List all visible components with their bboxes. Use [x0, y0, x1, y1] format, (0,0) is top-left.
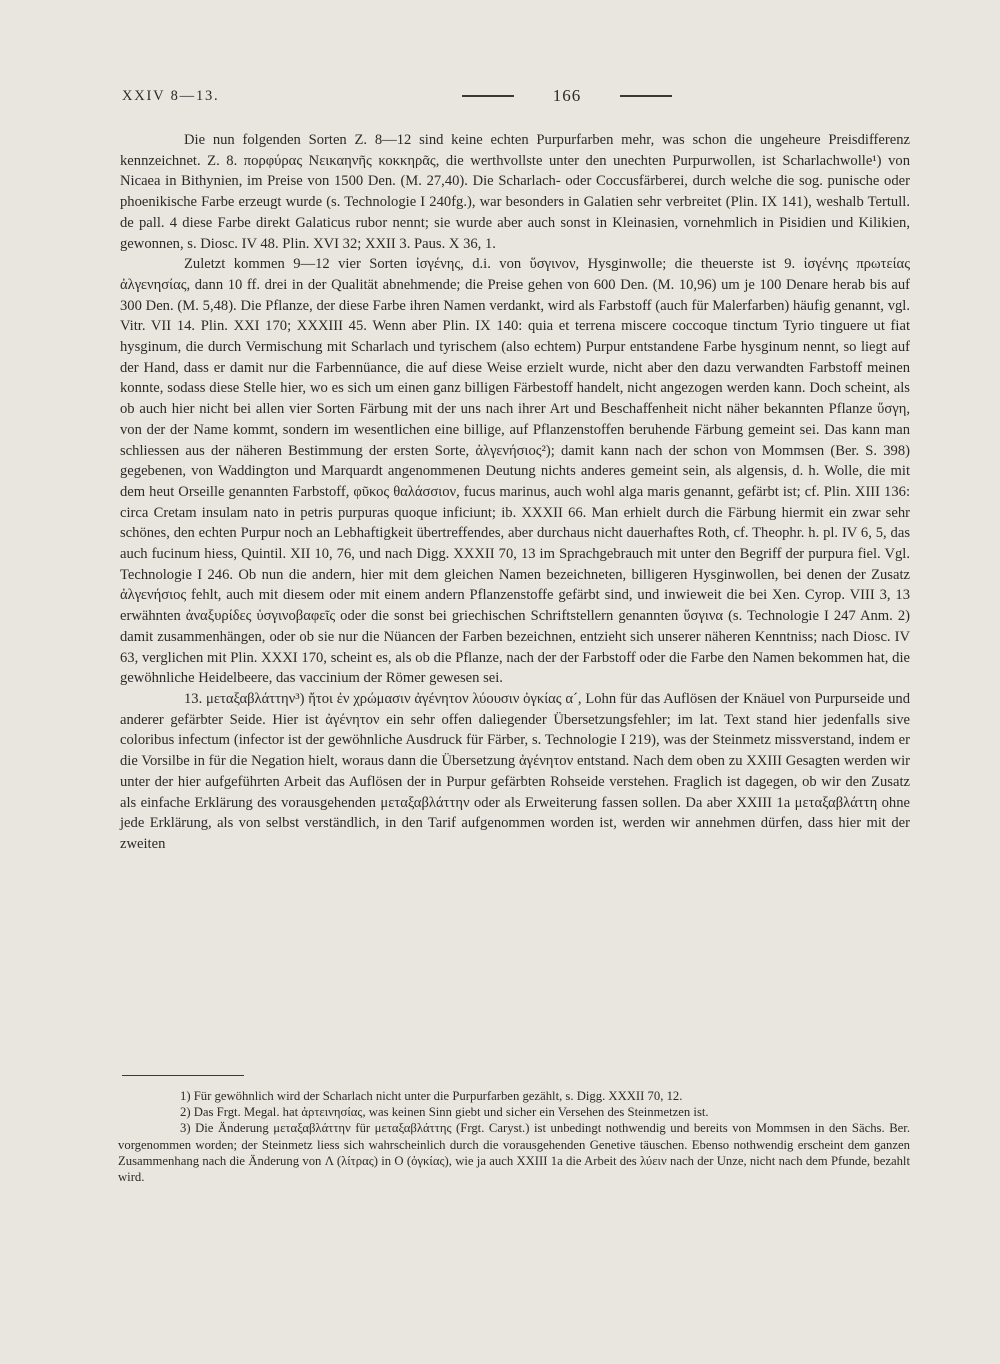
page-header	[122, 88, 914, 112]
paragraph-scharlach: Die nun folgenden Sorten Z. 8—12 sind keine echten Purpurfarben mehr, was schon die ungeheure Preisdifferenz kennzeichnet. Z. 8. πορφύρας Νεικαηνῆς κοκκηρᾶς, die werthvollste unter den unechten Purpurwollen, ist Scharlachwolle¹) von Nicaea in Bithynien, im Preise von 1500 Den. (M. 27,40). Die Scharlach- oder Coccusfärberei, durch welche die sog. punische oder phoenikische Farbe erzeugt wurde (s. Technologie I 240fg.), war besonders in Galatien sehr verbreitet (Plin. IX 141), weshalb Tertull. de pall. 4 diese Farbe direkt Galaticus rubor nennt; sie wurde aber auch sonst in Kleinasien, vornehmlich in Pisidien und Kilikien, gewonnen, s. Diosc. IV 48. Plin. XVI 32; XXII 3. Paus. X 36, 1.	[120, 132, 910, 252]
paragraph-metaxablatten: 13. μεταξαβλάττην³) ἤτοι ἐν χρώμασιν ἀγένητον λύουσιν ὀγκίας α´, Lohn für das Auflösen der Knäuel von Purpurseide und anderer gefärbter Seide. Hier ist ἀγένητον ein sehr offen daliegender Übersetzungsfehler; im lat. Text stand hier jedenfalls sive coloribus infectum (infector ist der gewöhnliche Ausdruck für Färber, s. Technologie I 219), was der Steinmetz missverstand, indem er die Vorsilbe in für die Negation hielt, woraus dann die Übersetzung ἀγένητον entstand. Nach dem oben zu XXIII Gesagten werden wir unter der hier aufgeführten Arbeit das Auflösen der in Purpur gefärbten Rohseide verstehen. Fraglich ist dagegen, ob wir den Zusatz als einfache Erklärung des vorausgehenden μεταξαβλάττην oder als Erweiterung fassen sollen. Da aber XXIII 1a μεταξαβλάττη ohne jede Erklärung, als von selbst verständlich, in den Tarif aufgenommen worden ist, werden wir annehmen dürfen, dass hier mit der zweiten	[120, 690, 910, 852]
footnote-3: 3) Die Änderung μεταξαβλάττην für μεταξαβλάττης (Frgt. Caryst.) ist unbedingt nothwendig und bereits von Mommsen in den Sächs. Ber. vorgenommen worden; der Steinmetz liess sich wahrscheinlich durch die vorausgehenden Genetive täuschen. Ebenso nothwendig erscheint dem ganzen Zusammenhang nach die Änderung von Λ (λίτρας) in O (ὀγκίας), wie ja auch XXIII 1a die Arbeit des λύειν nach der Unze, nicht nach dem Pfunde, bezahlt wird.	[118, 1121, 910, 1185]
page-number: 166	[552, 86, 582, 105]
running-head: XXIV 8—13.	[122, 88, 220, 104]
paragraph-hysginwolle: Zuletzt kommen 9—12 vier Sorten ἰσγένης, d.i. von ὕσγινον, Hysginwolle; die theuerste ist 9. ἰσγένης πρωτείας ἀλγενησίας, dann 10 ff. drei in der Qualität abnehmende; die Preise gehen von 600 Den. (M. 10,96) um je 100 Denare herab bis auf 300 Den. (M. 5,48). Die Pflanze, der diese Farbe ihren Namen verdankt, wird als Farbstoff (auch für Malerfarben) häufig genannt, vgl. Vitr. VII 14. Plin. XXI 170; XXXIII 45. Wenn aber Plin. IX 140: quia et terrena miscere coccoque tinctum Tyrio tinguere ut fiat hysginum, die durch Vermischung mit Scharlach und tyrischem (also echtem) Purpur entstandene Farbe hysginum nennt, so liegt auf der Hand, dass er damit nur die Farbennüance, die auf diese Weise erzielt wurde, nicht aber den dazu verwandten Farbstoff meinen konnte, sodass diese Stelle hier, wo es sich um einen ganz billigen Färbestoff handelt, nicht angezogen werden kann. Doch scheint, als ob auch hier nicht bei allen vier Sorten Färbung mit der uns nach ihrer Art und Beschaffenheit nicht näher bekannten Pflanze ὕσγη, von der der Name kommt, sondern im wesentlichen eine billige, auf Pflanzenstoffen beruhende Färbung gemeint sei. Das kann man schliessen aus der näheren Bestimmung der ersten Sorte, ἀλγενήσιος²); damit kann nach der schon von Mommsen (Ber. S. 398) gegebenen, von Waddington und Marquardt angenommenen Deutung nichts anderes gemeint sein, als algensis, d. h. Wolle, die mit dem heut Orseille genannten Farbstoff, φῦκος θαλάσσιον, fucus marinus, auch wohl alga maris genannt, gefärbt ist; cf. Plin. XIII 136: circa Cretam insulam nato in petris purpuras quoque inficiunt; ib. XXXII 66. Man erhielt durch die Färbung hiermit ein zwar sehr schönes, den echten Purpur noch an Lebhaftigkeit übertreffendes, aber durchaus nicht dauerhaftes Roth, cf. Theophr. h. pl. IV 6, 5, das auch fucinum hiess, Quintil. XII 10, 76, und nach Digg. XXXII 70, 13 im Sprachgebrauch mit unter den Begriff der purpura fiel. Vgl. Technologie I 246. Ob nun die andern, hier mit dem gleichen Namen bezeichneten, billigeren Hysginwollen, bei denen der Zusatz ἀλγενήσιος fehlt, auch mit diesem oder mit einem andern Pflanzenstoffe gefärbt sind, und inwieweit die bei Xen. Cyrop. VIII 3, 13 erwähnten ἀναξυρίδες ὑσγινοβαφεῖς oder die sonst bei griechischen Schriftstellern genannten ὕσγινα (s. Technologie I 247 Anm. 2) damit zusammenhängen, oder ob sie nur die Nüancen der Farben bezeichnen, entzieht sich unserer näheren Kenntniss; nach Diosc. IV 63, verglichen mit Plin. XXXI 170, scheint es, als ob die Pflanze, nach der der Farbstoff oder die Farbe den Namen bekommen hat, die gewöhnliche Heidelbeere, das vaccinium der Römer gewesen sei.	[120, 256, 910, 687]
footnote-divider	[122, 1075, 244, 1076]
footnote-2: 2) Das Frgt. Megal. hat ἀρτεινησίας, was keinen Sinn giebt und sicher ein Versehen des Steinmetzen ist.	[180, 1105, 709, 1120]
main-text	[120, 130, 910, 855]
page-number-rule-left	[462, 95, 514, 96]
page-number-group	[462, 86, 672, 106]
footnotes	[118, 1088, 910, 1185]
page-number-rule-right	[620, 95, 672, 96]
footnote-1: 1) Für gewöhnlich wird der Scharlach nicht unter die Purpurfarben gezählt, s. Digg. XXXII 70, 12.	[180, 1089, 683, 1103]
